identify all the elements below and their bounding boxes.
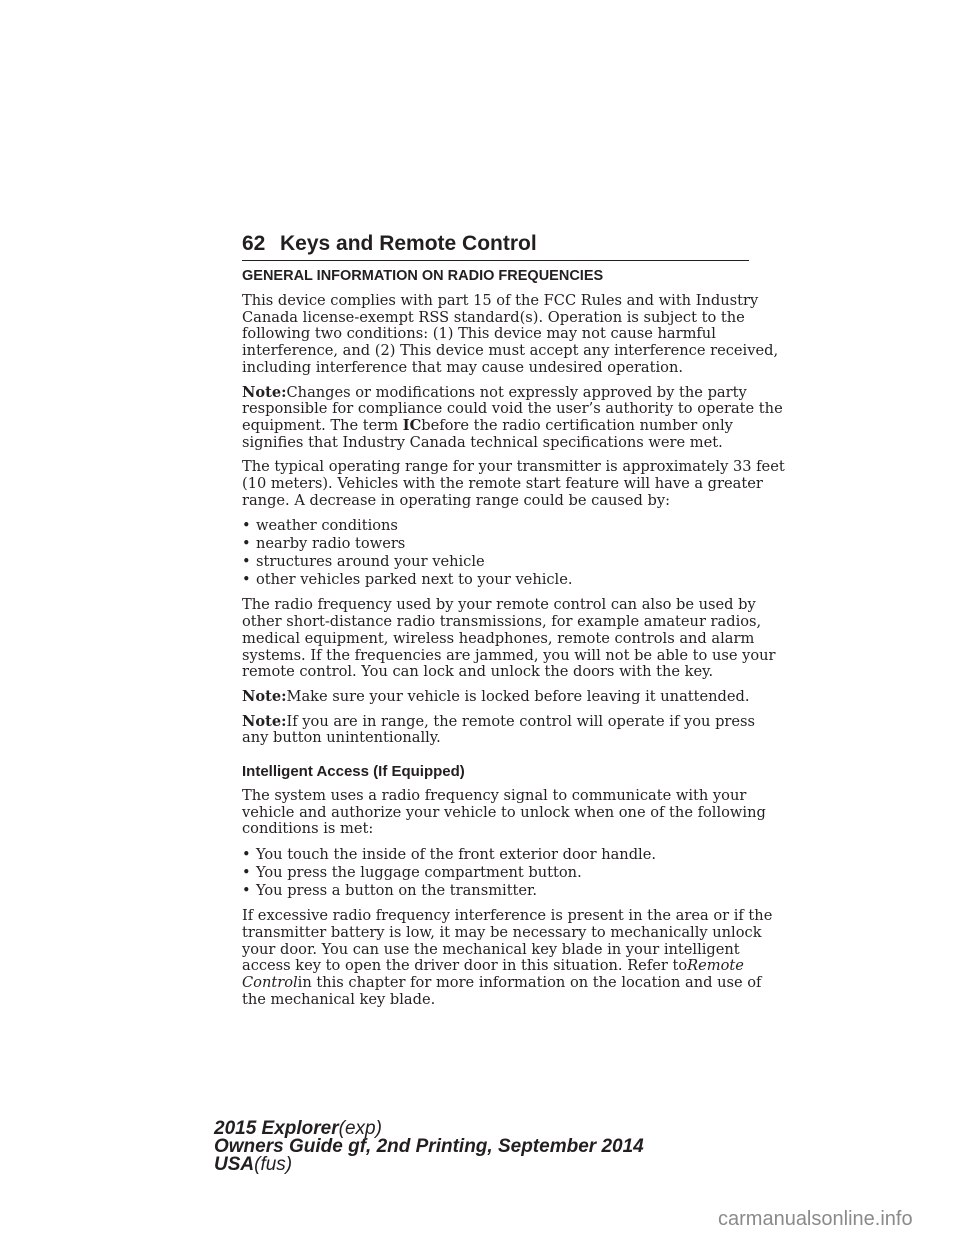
- footer-line: [214, 1156, 644, 1174]
- text-line: Canada license-exempt RSS standard(s). Operation is subject to the: [242, 308, 745, 326]
- text-line: The radio frequency used by your remote control can also be used by: [242, 596, 756, 614]
- note-label: Note:: [242, 687, 287, 705]
- note-locked: [242, 689, 754, 706]
- bullet-icon: •: [242, 535, 251, 553]
- text-line: [242, 958, 754, 975]
- text-line: other short-distance radio transmissions, for example amateur radios,: [242, 613, 762, 631]
- text-line: any button unintentionally.: [242, 729, 441, 747]
- note-text: Changes or modifications not expressly approved by the party: [286, 383, 747, 401]
- text-line: range. A decrease in operating range could be caused by:: [242, 491, 671, 509]
- bullet-icon: •: [242, 882, 251, 900]
- bullet-icon: •: [242, 571, 251, 589]
- section-heading-radio-frequencies: GENERAL INFORMATION ON RADIO FREQUENCIES: [242, 268, 604, 284]
- page-number: 62: [242, 232, 266, 255]
- bullet-icon: •: [242, 553, 251, 571]
- list-item-text: other vehicles parked next to your vehicle.: [256, 571, 573, 589]
- list-item: [242, 882, 754, 900]
- list-item: [242, 553, 754, 571]
- operating-range-paragraph: [242, 458, 785, 509]
- cross-reference: Remote: [687, 957, 744, 975]
- list-item-text: weather conditions: [256, 517, 398, 535]
- document-footer: [214, 1120, 644, 1174]
- ic-term: IC: [402, 416, 422, 434]
- footer-code: (exp): [338, 1118, 382, 1139]
- bullet-icon: •: [242, 864, 251, 882]
- note-range: [242, 714, 754, 747]
- mechanical-key-paragraph: [242, 907, 773, 1008]
- unlock-conditions-list: [242, 846, 754, 900]
- text-line: signifies that Industry Canada technical specifications were met.: [242, 433, 723, 451]
- list-item: [242, 864, 754, 882]
- watermark: carmanualsonline.info: [718, 1208, 913, 1230]
- text-segment: in this chapter for more information on the location and use of: [297, 973, 762, 991]
- section-heading-intelligent-access: Intelligent Access (If Equipped): [242, 763, 465, 781]
- fcc-compliance-paragraph: [242, 292, 779, 377]
- text-line: remote control. You can lock and unlock the doors with the key.: [242, 663, 714, 681]
- text-line: If excessive radio frequency interference is present in the area or if the: [242, 907, 773, 925]
- note-text: If you are in range, the remote control will operate if you press: [286, 712, 755, 730]
- list-item-text: You press the luggage compartment button.: [256, 864, 582, 882]
- text-line: [242, 973, 762, 992]
- list-item: [242, 517, 754, 535]
- text-line: your door. You can use the mechanical key blade in your intelligent: [242, 940, 740, 958]
- text-line: interference, and (2) This device must accept any interference received,: [242, 342, 779, 360]
- text-segment: access key to open the driver door in this situation. Refer to: [242, 957, 688, 975]
- list-item: [242, 846, 754, 864]
- bullet-icon: •: [242, 846, 251, 864]
- footer-model: 2015 Explorer: [214, 1118, 339, 1139]
- page-content: [242, 268, 785, 1016]
- list-item-text: structures around your vehicle: [256, 553, 485, 571]
- text-line: the mechanical key blade.: [242, 990, 436, 1008]
- note-text: before the radio certification number only: [421, 416, 733, 434]
- list-item-text: nearby radio towers: [256, 535, 406, 553]
- note-text: Make sure your vehicle is locked before leaving it unattended.: [286, 687, 750, 705]
- text-line: medical equipment, wireless headphones, remote controls and alarm: [242, 629, 755, 647]
- text-line: responsible for compliance could void the user’s authority to operate the: [242, 400, 783, 418]
- list-item: [242, 571, 754, 589]
- text-line: conditions is met:: [242, 820, 374, 838]
- list-item-text: You press a button on the transmitter.: [256, 882, 538, 900]
- note-text: equipment. The term: [242, 416, 399, 434]
- text-line: systems. If the frequencies are jammed, you will not be able to use your: [242, 646, 776, 664]
- note-label: Note:: [242, 383, 287, 401]
- interference-paragraph: [242, 596, 776, 681]
- text-line: following two conditions: (1) This device may not cause harmful: [242, 325, 716, 343]
- cross-reference: Control: [242, 973, 298, 991]
- text-line: The typical operating range for your transmitter is approximately 33 feet: [242, 458, 785, 476]
- chapter-title: Keys and Remote Control: [280, 232, 537, 255]
- footer-market: USA: [214, 1154, 255, 1175]
- text-line: The system uses a radio frequency signal to communicate with your: [242, 787, 747, 805]
- text-line: This device complies with part 15 of the FCC Rules and with Industry: [242, 292, 759, 309]
- text-line: transmitter battery is low, it may be necessary to mechanically unlock: [242, 923, 762, 941]
- range-factors-list: [242, 517, 754, 589]
- text-line: including interference that may cause undesired operation.: [242, 358, 683, 376]
- page-header: [242, 230, 749, 261]
- text-line: [242, 714, 754, 731]
- text-line: [242, 418, 754, 435]
- text-line: vehicle and authorize your vehicle to unlock when one of the following: [242, 803, 766, 821]
- note-label: Note:: [242, 712, 287, 730]
- text-line: [242, 385, 754, 402]
- note-modifications: [242, 383, 783, 452]
- bullet-icon: •: [242, 517, 251, 535]
- list-item: [242, 535, 754, 553]
- text-line: [242, 689, 754, 706]
- footer-line: Owners Guide gf, 2nd Printing, September 2014: [214, 1136, 644, 1157]
- footer-code: (fus): [254, 1154, 293, 1175]
- text-line: (10 meters). Vehicles with the remote start feature will have a greater: [242, 475, 763, 493]
- intelligent-access-paragraph: [242, 787, 766, 838]
- list-item-text: You touch the inside of the front exterior door handle.: [256, 846, 656, 864]
